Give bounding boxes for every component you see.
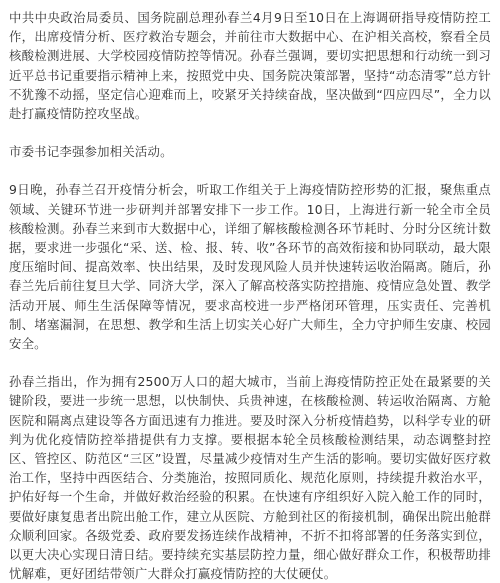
article-paragraph-4: 孙春兰指出，作为拥有2500万人口的超大城市，当前上海疫情防控正处在最紧要的关键阶段，要进一步统一思想，以快制快、兵贵神速，在核酸检测、转运收治隔离、方舱医院和隔离点建设等各方面迅速有力推进。要及时深入分析疫情趋势，以科学专业的研判为优化疫情防控举措提供有力支撑。要根据本轮全员核酸检测结果，动态调整封控区、管控区、防范区“三区”设置，尽量减少疫情对生产生活的影响。要切实做好医疗救治工作，坚持中西医结合、分类施治，按照同质化、规范化原则，持续提升救治水平，护佑好每一个生命，并做好救治经验的积累。在快速有序组织好入院入舱工作的同时，要做好康复患者出院出舱工作，建立从医院、方舱到社区的衔接机制，确保出院出舱群众顺利回家。各级党委、政府要发扬连续作战精神，不折不扣将部署的任务落实到位，以更大决心实现日清日结。要持续充实基层防控力量，细心做好群众工作，积极帮助排忧解难，更好团结带领广大群众打赢疫情防控的大仗硬仗。: [9, 374, 491, 582]
article-paragraph-3: 9日晚，孙春兰召开疫情分析会，听取工作组关于上海疫情防控形势的汇报，聚焦重点领域、关键环节进一步研判并部署安排下一步工作。10日，上海进行新一轮全市全员核酸检测。孙春兰来到市大数据中心，详细了解核酸检测各环节耗时、分时分区统计数据，要求进一步强化“采、送、检、报、转、收”各环节的高效衔接和协同联动，最大限度压缩时间、提高效率、快出结果，及时发现风险人员并快速转运收治隔离。随后，孙春兰先后前往复旦大学、同济大学，深入了解高校落实防控措施、疫情应急处置、教学活动开展、师生生活保障等情况，要求高校进一步严格闭环管理，压实责任、完善机制、堵塞漏洞，在思想、教学和生活上切实关心好广大师生，全力守护师生安康、校园安全。: [9, 182, 491, 352]
article-paragraph-2: 市委书记李强参加相关活动。: [9, 144, 173, 160]
paragraph-gap: [9, 353, 491, 372]
paragraph-gap: [9, 123, 491, 142]
article-paragraph-1: 中共中央政治局委员、国务院副总理孙春兰4月9日至10日在上海调研指导疫情防控工作，出席疫情分析、医疗救治专题会，并前往市大数据中心、在沪相关高校，察看全员核酸检测进展、大学校园疫情防控等情况。孙春兰强调，要切实把思想和行动统一到习近平总书记重要指示精神上来，按照党中央、国务院决策部署，坚持“动态清零”总方针不犹豫不动摇，坚定信心迎难而上，咬紧牙关持续奋战，坚决做到“四应四尽”，全力以赴打赢疫情防控攻坚战。: [9, 10, 491, 122]
paragraph-gap: [9, 161, 491, 180]
